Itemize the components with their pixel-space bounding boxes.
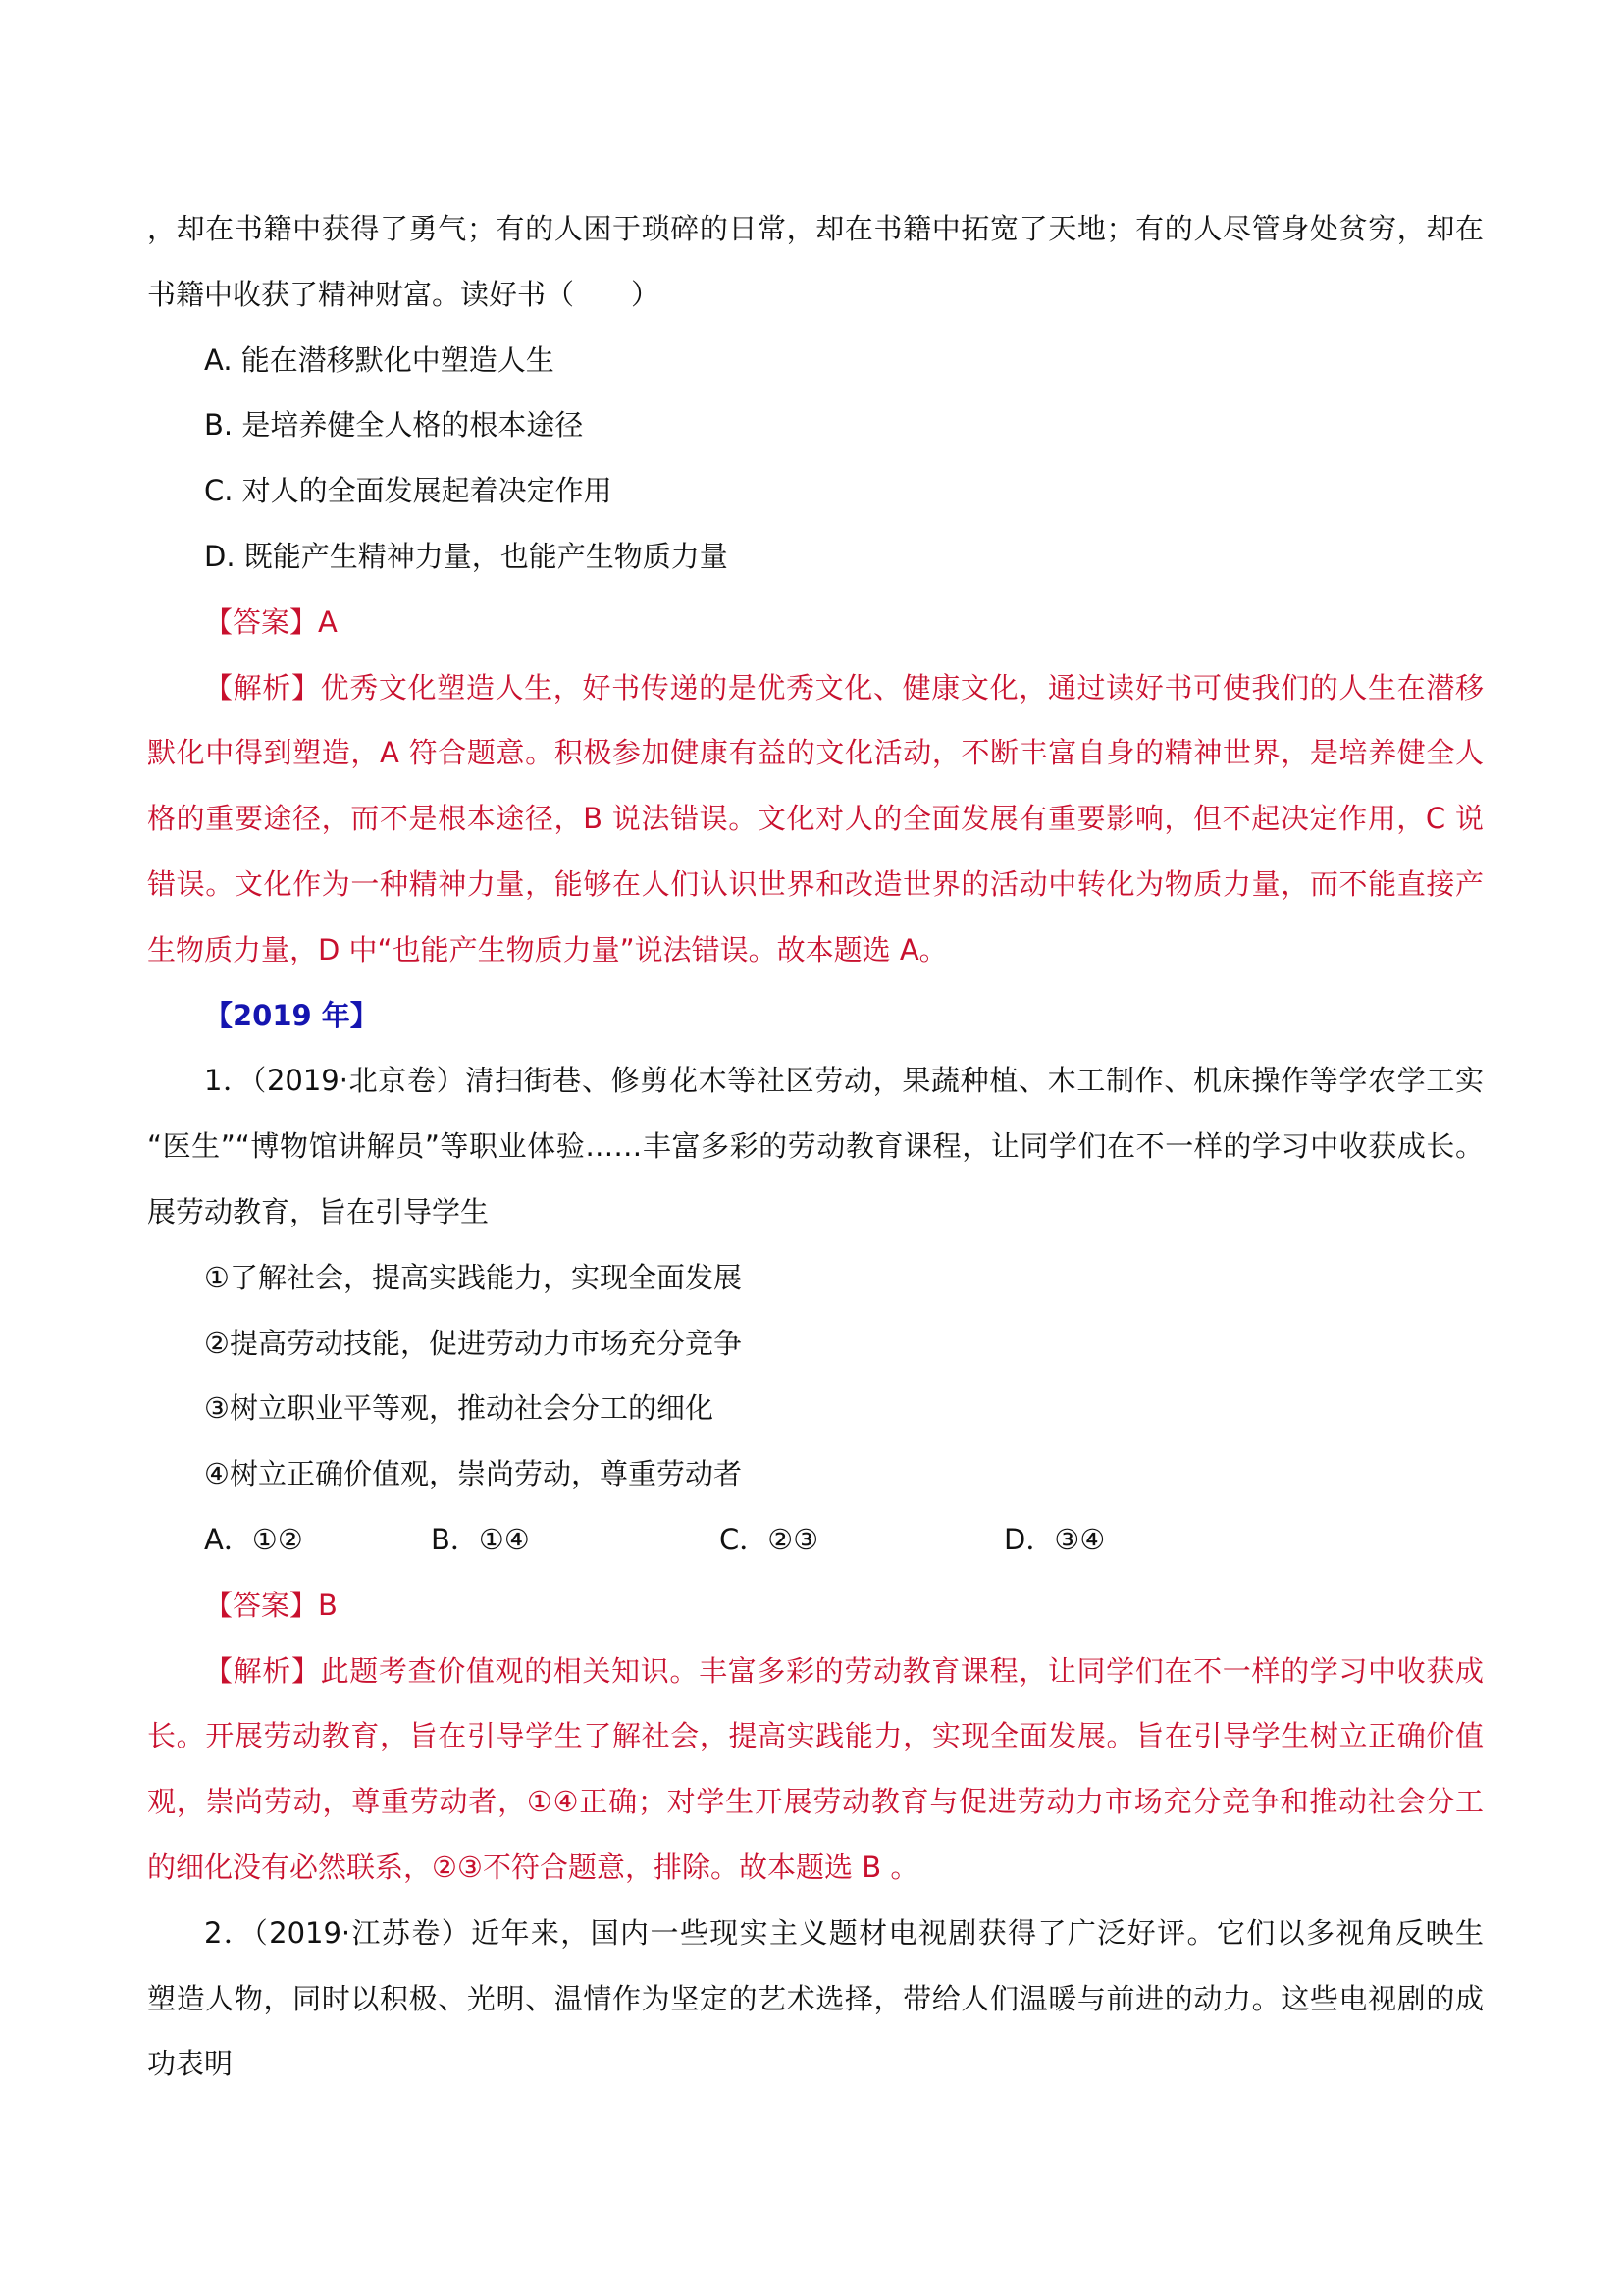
analysis-line: 【解析】此题考查价值观的相关知识。丰富多彩的劳动教育课程，让同学们在不一样的学习中收获成 [204,1653,1484,1688]
analysis-line: 观，崇尚劳动，尊重劳动者，①④正确；对学生开展劳动教育与促进劳动力市场充分竞争和推动社会分工 [147,1785,1484,1819]
statement-item: ③树立职业平等观，推动社会分工的细化 [204,1391,713,1426]
question-stem-line: 功表明 [147,2047,234,2081]
analysis-line: 默化中得到塑造，A 符合题意。积极参加健康有益的文化活动，不断丰富自身的精神世界，是培养健全人 [147,736,1484,770]
option-b: B. 是培养健全人格的根本途径 [204,408,584,443]
option-d: D. 既能产生精神力量，也能产生物质力量 [204,539,728,573]
statement-item: ④树立正确价值观，崇尚劳动，尊重劳动者 [204,1457,742,1491]
analysis-line: 【解析】优秀文化塑造人生，好书传递的是优秀文化、健康文化，通过读好书可使我们的人生在潜移 [204,670,1484,704]
question-stem-line: ，却在书籍中获得了勇气；有的人困于琐碎的日常，却在书籍中拓宽了天地；有的人尽管身处贫穷，却在 [147,212,1484,245]
analysis-line: 错误。文化作为一种精神力量，能够在人们认识世界和改造世界的活动中转化为物质力量，而不能直接产 [147,866,1484,901]
option-a: A. 能在潜移默化中塑造人生 [204,342,554,377]
section-heading: 【2019 年】 [204,998,379,1032]
analysis-line: 长。开展劳动教育，旨在引导学生了解社会，提高实践能力，实现全面发展。旨在引导学生树立正确价值 [147,1719,1484,1753]
analysis-line: 格的重要途径，而不是根本途径，B 说法错误。文化对人的全面发展有重要影响，但不起决定作用，C 说 [147,802,1484,836]
option-c: C. 对人的全面发展起着决定作用 [204,474,612,508]
options-row [147,1507,1484,1573]
option-d: D．③④ [1004,1522,1106,1556]
statement-item: ①了解社会，提高实践能力，实现全面发展 [204,1260,742,1294]
statement-item: ②提高劳动技能，促进劳动力市场充分竞争 [204,1326,742,1360]
question-stem-line: 1．（2019·北京卷）清扫街巷、修剪花木等社区劳动，果蔬种植、木工制作、机床操作等学农学工实 [204,1064,1484,1098]
question-stem-line: 2．（2019·江苏卷）近年来，国内一些现实主义题材电视剧获得了广泛好评。它们以多视角反映生 [204,1915,1484,1950]
answer: 【答案】B [204,1588,338,1622]
document-page [147,196,1484,2097]
question-stem-line: 塑造人物，同时以积极、光明、温情作为坚定的艺术选择，带给人们温暖与前进的动力。这些电视剧的成 [147,1981,1484,2015]
question-stem-line: “医生”“博物馆讲解员”等职业体验……丰富多彩的劳动教育课程，让同学们在不一样的学习中收获成长。 [147,1129,1484,1164]
option-c: C．②③ [719,1522,819,1556]
question-stem-line: 展劳动教育，旨在引导学生 [147,1194,490,1228]
question-stem-line: 书籍中收获了精神财富。读好书（ ） [147,277,660,311]
analysis-line: 生物质力量，D 中“也能产生物质力量”说法错误。故本题选 A。 [147,932,948,966]
analysis-line: 的细化没有必然联系，②③不符合题意，排除。故本题选 B 。 [147,1850,919,1884]
option-a: A．①② [204,1522,303,1556]
answer: 【答案】A [204,604,338,639]
option-b: B．①④ [431,1522,530,1556]
